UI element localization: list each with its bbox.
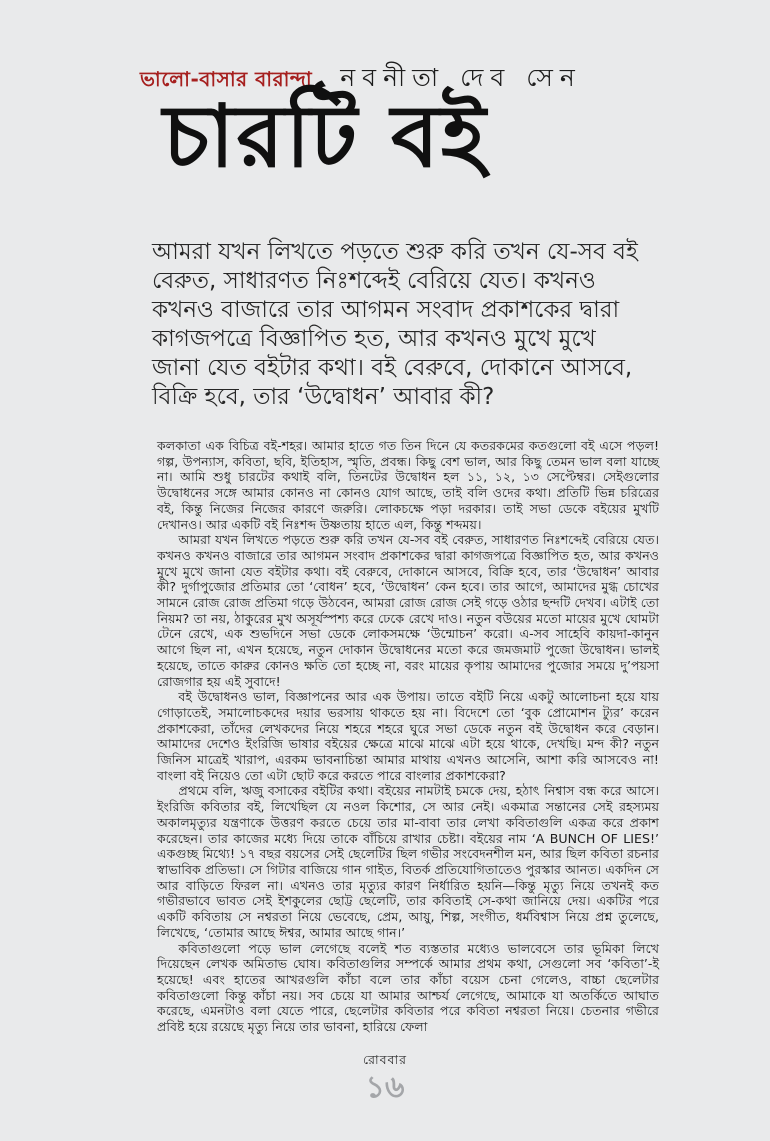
series-label: ভালো-বাসার বারান্দা [140,67,313,91]
lead-paragraph: আমরা যখন লিখতে পড়তে শুরু করি তখন যে-সব বই বেরুত, সাধারণত নিঃশব্দেই বেরিয়ে যেত। কখনও কখনও বাজারে তার আগমন সংবাদ প্রকাশকের দ্বারা কাগজপত্রে বিজ্ঞাপিত হত, আর কখনও মুখে মুখে জানা যেত বইটার কথা। বই বেরুবে, দোকানে আসবে, বিক্রি হবে, তার ‘উদ্বোধন’ আবার কী? [152,239,638,410]
page-footer [0,1052,770,1103]
magazine-name: রোববার [363,1052,407,1067]
article-body [157,438,659,1035]
body-paragraph: আমরা যখন লিখতে পড়তে শুরু করি তখন যে-সব বই বেরুত, সাধারণত নিঃশব্দেই বেরিয়ে যেত। কখনও কখনও বাজারে তার আগমন সংবাদ প্রকাশকের দ্বারা কাগজপত্রে বিজ্ঞাপিত হত, আর কখনও মুখে মুখে জানা যেত বইটার কথা। বই বেরুবে, দোকানে আসবে, বিক্রি হবে, তার ‘উদ্বোধন’ আবার কী? দুর্গাপুজোর প্রতিমার তো ‘বোধন’ হবে, ‘উদ্বোধন’ কেন হবে। তার আগে, আমাদের মুগ্ধ চোখের সামনে রোজ রোজ প্রতিমা গড়ে উঠবেন, আমরা রোজ রোজ সেই গড়ে ওঠার ছন্দটি দেখব। এটাই তো নিয়ম? তা নয়, ঠাকুরের মুখ অসূর্যস্পশ্য করে ঢেকে রেখে দাও। নতুন বউয়ের মতো মায়ের মুখে ঘোমটা টেনে রেখে, এক শুভদিনে সভা ডেকে লোকসমক্ষে ‘উন্মোচন’ করো। এ-সব সাহেবি কায়দা-কানুন আগে ছিল না, এখন হয়েছে, নতুন দোকান উদ্বোধনের মতো করে জমজমাট পুজো উদ্বোধন। ভালই হয়েছে, তাতে কারুর কোনও ক্ষতি তো হচ্ছে না, বরং মায়ের কৃপায় আমাদের পুজোর সময়ে দু’পয়সা রোজগার হয় এই সুবাদে! [157,532,659,689]
body-paragraph: বই উদ্বোধনও ভাল, বিজ্ঞাপনের আর এক উপায়। তাতে বইটি নিয়ে একটু আলোচনা হয়ে যায় গোড়াতেই, সমালোচকদের দয়ার ভরসায় থাকতে হয় না। বিদেশে তো ‘বুক প্রোমোশন ট্যুর’ করেন প্রকাশকেরা, তাঁদের লেখকদের নিয়ে শহরে শহরে ঘুরে সভা ডেকে নতুন বই উদ্বোধন করে বেড়ান। আমাদের দেশেও ইংরিজি ভাষার বইয়ের ক্ষেত্রে মাঝে মাঝে এটা হয়ে থাকে, দেখছি। মন্দ কী? নতুন জিনিস মাত্রেই খারাপ, এরকম ভাবনাচিন্তা আমার মাথায় এখনও আসেনি, আশা করি আসবেও না! বাংলা বই নিয়েও তো এটা ছোট করে করতে পারে বাংলার প্রকাশকেরা? [157,689,659,783]
author-name: নবনীতা দেব সেন [340,63,582,92]
body-paragraph: প্রথমে বলি, ঋজু বসাকের বইটির কথা। বইয়ের নামটাই চমকে দেয়, হঠাৎ নিশ্বাস বন্ধ করে আসে। ইংরিজি কবিতার বই, লিখেছিল যে নওল কিশোর, সে আর নেই। একমাত্র সন্তানের সেই রহস্যময় অকালমৃত্যুর যন্ত্রণাকে উত্তরণ করতে চেয়ে তার মা-বাবা তার লেখা কবিতাগুলি একত্র করে প্রকাশ করেছেন। তার কাজের মধ্যে দিয়ে তাকে বাঁচিয়ে রাখার চেষ্টা। বইয়ের নাম ‘A BUNCH OF LIES!’ একগুচ্ছ মিথ্যে! ১৭ বছর বয়সের সেই ছেলেটির ছিল গভীর সংবেদনশীল মন, আর ছিল কবিতা রচনার স্বাভাবিক প্রতিভা। সে গিটার বাজিয়ে গান গাইত, বিতর্ক প্রতিযোগিতাতেও পুরস্কার আনত। একদিন সে আর বাড়িতে ফিরল না। এখনও তার মৃত্যুর কারণ নির্ধারিত হয়নি—কিন্তু মৃত্যু নিয়ে তখনই কত গভীরভাবে ভাবত সেই ইশকুলের ছোট্ট ছেলেটি, তার কবিতাই সে-কথা জানিয়ে দেয়। একটির পরে একটি কবিতায় সে নশ্বরতা নিয়ে ভেবেছে, প্রেম, আয়ু, শিল্প, সংগীত, ধর্মবিশ্বাস নিয়ে প্রশ্ন তুলেছে, লিখেছে, ‘তোমার আছে ঈশ্বর, আমার আছে গান।’ [157,783,659,940]
article-title: চারটি বই [163,86,488,187]
body-paragraph: কলকাতা এক বিচিত্র বই-শহর। আমার হাতে গত তিন দিনে যে কতরকমের কতগুলো বই এসে পড়ল! গল্প, উপন্যাস, কবিতা, ছবি, ইতিহাস, স্মৃতি, প্রবন্ধ। কিছু বেশ ভাল, আর কিছু তেমন ভাল বলা যাচ্ছে না। আমি শুধু চারটের কথাই বলি, তিনটের উদ্বোধন হল ১১, ১২, ১৩ সেপ্টেম্বর। সেইগুলোর উদ্বোধনের সঙ্গে আমার কোনও না কোনও যোগ আছে, তাই বলি ওদের কথা। প্রতিটি ভিন্ন চরিত্রের বই, কিন্তু নিজের নিজের কারণে জরুরি। লোকচক্ষে পড়া দরকার। তাই সভা ডেকে বইয়ের মুখটি দেখানও। আর একটি বই নিঃশব্দ উষ্ণতায় হাতে এল, কিন্তু শব্দময়। [157,438,659,532]
body-paragraph: কবিতাগুলো পড়ে ভাল লেগেছে বলেই শত ব্যস্ততার মধ্যেও ভালবেসে তার ভূমিকা লিখে দিয়েছেন লেখক অমিতাভ ঘোষ। কবিতাগুলির সম্পর্কে আমার প্রথম কথা, সেগুলো সব ‘কবিতা’-ই হয়েছে! এবং হাতের আখরগুলি কাঁচা বলে তার কাঁচা বয়েস চেনা গেলেও, বাচ্চা ছেলেটার কবিতাগুলো কিন্তু কাঁচা নয়। সব চেয়ে যা আমার আশ্চর্য লেগেছে, আমাকে যা অতর্কিতে আঘাত করেছে, এমনটাও বলা যেতে পারে, ছেলেটার কবিতার পরে কবিতা নশ্বরতা নিয়ে। চেতনার গভীরে প্রবিষ্ট হয়ে রয়েছে মৃত্যু নিয়ে তার ভাবনা, হারিয়ে ফেলা [157,940,659,1035]
page-number: ১৬ [365,1070,405,1105]
